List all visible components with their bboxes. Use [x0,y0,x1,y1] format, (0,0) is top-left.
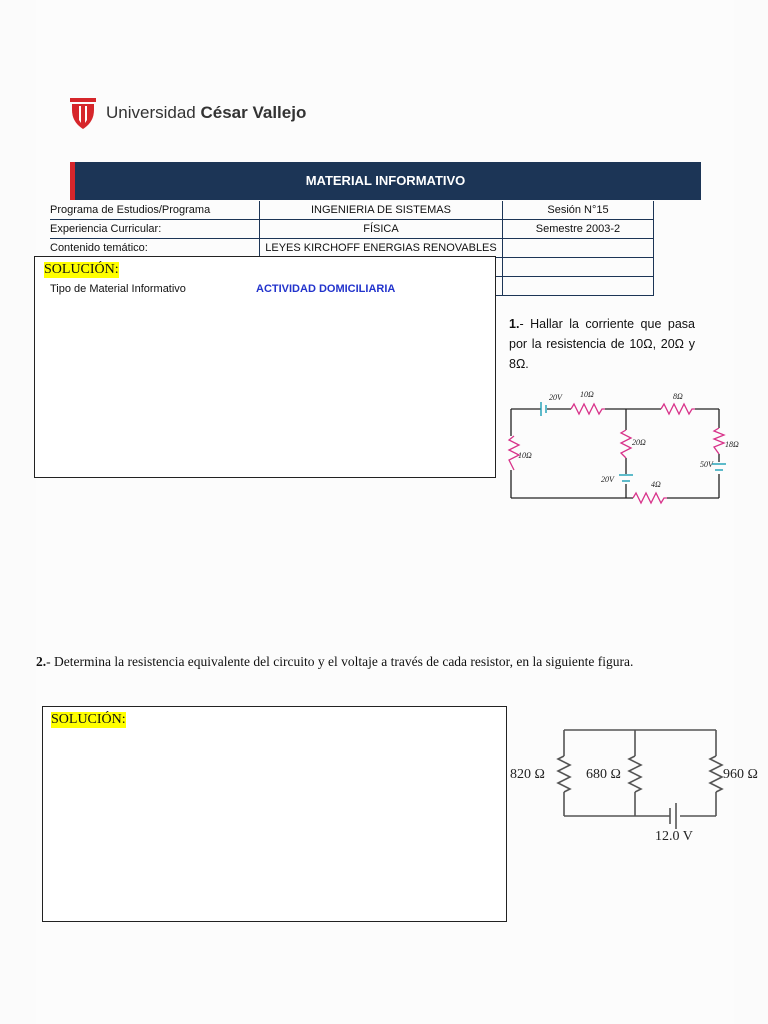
table-row [50,239,654,258]
question-text: - Determina la resistencia equivalente del circuito y el voltaje a través de cada resistor, en la siguiente figura. [46,654,634,669]
ucv-shield-icon [68,96,98,130]
table-row [50,220,654,239]
solution-box-1[interactable] [34,256,496,478]
label-4ohm: 4Ω [651,480,661,489]
row-label: Contenido temático: [50,239,260,258]
label-960-ohm: 960 Ω [723,767,758,782]
solution-label: SOLUCIÓN: [44,262,119,277]
label-20ohm: 20Ω [632,438,646,447]
solution-label: SOLUCIÓN: [51,712,126,727]
row-extra: Semestre 2003-2 [503,220,654,239]
row-value: INGENIERIA DE SISTEMAS [260,201,503,220]
label-12v: 12.0 V [655,829,693,844]
question-1 [509,314,695,374]
row-value: FÍSICA [260,220,503,239]
question-number: 2. [36,654,47,669]
label-18ohm: 18Ω [725,440,739,449]
row-label: Programa de Estudios/Programa [50,201,260,220]
label-20v-mid: 20V [601,475,614,484]
label-50v: 50V [700,460,713,469]
question-text: - Hallar la corriente que pasa por la resistencia de 10Ω, 20Ω y 8Ω. [509,317,695,371]
solution-box-2[interactable] [42,706,507,922]
row-extra: Sesión N°15 [503,201,654,220]
material-type-label: Tipo de Material Informativo [50,283,186,295]
university-logo [68,96,306,130]
header-title: MATERIAL INFORMATIVO [305,173,466,188]
material-type-value: ACTIVIDAD DOMICILIARIA [256,283,396,295]
circuit-2-diagram [508,724,768,854]
table-row [50,201,654,220]
row-label: Experiencia Curricular: [50,220,260,239]
question-number: 1. [509,317,520,331]
label-680-ohm: 680 Ω [586,767,621,782]
row-value: LEYES KIRCHOFF ENERGIAS RENOVABLES [260,239,503,258]
label-10ohm-left: 10Ω [518,451,532,460]
question-2 [36,654,721,670]
label-20v-top: 20V [549,393,562,402]
label-8ohm: 8Ω [673,392,683,401]
row-extra [503,239,654,258]
label-820-ohm: 820 Ω [510,767,545,782]
circuit-1-diagram [507,388,742,510]
university-name: Universidad César Vallejo [106,103,307,122]
label-10ohm-top: 10Ω [580,390,594,399]
header-bar [70,162,701,200]
